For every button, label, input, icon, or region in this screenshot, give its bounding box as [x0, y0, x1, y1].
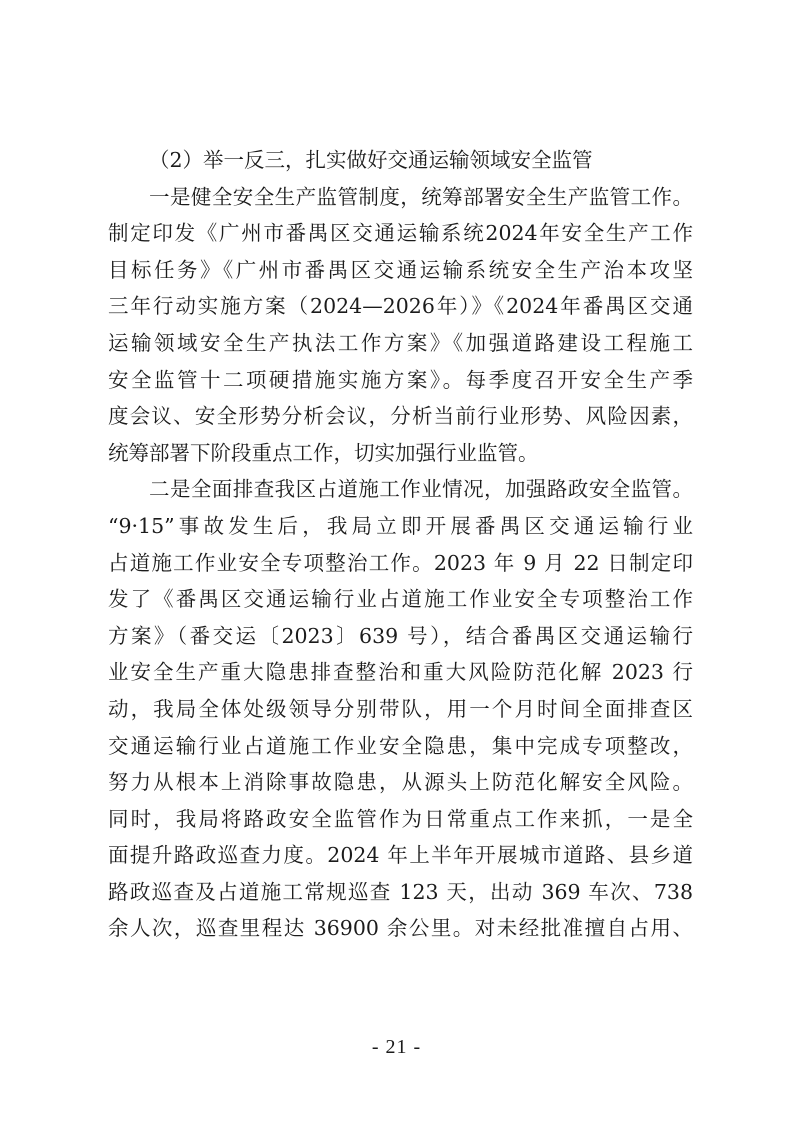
paragraph-1-line: 安全监管十二项硬措施实施方案》。每季度召开安全生产季: [108, 367, 693, 392]
paragraph-2-line: 面提升路政巡查力度。2024 年上半年开展城市道路、县乡道: [108, 843, 693, 868]
paragraph-2-line: 二是全面排查我区占道施工作业情况，加强路政安全监管。: [149, 477, 693, 502]
paragraph-2-line: 努力从根本上消除事故隐患，从源头上防范化解安全风险。: [108, 770, 693, 795]
paragraph-1-line: 制定印发《广州市番禺区交通运输系统2024年安全生产工作: [108, 221, 693, 246]
paragraph-2-line: 方案》（番交运〔2023〕639 号），结合番禺区交通运输行: [108, 623, 693, 648]
paragraph-1-line: 运输领域安全生产执法工作方案》《加强道路建设工程施工: [108, 330, 693, 355]
paragraph-2-line: 动，我局全体处级领导分别带队，用一个月时间全面排查区: [108, 696, 693, 721]
page-number: - 21 -: [371, 1036, 422, 1058]
paragraph-1-line: 三年行动实施方案（2024—2026年）》《2024年番禺区交通: [108, 294, 693, 319]
paragraph-1-line: 度会议、安全形势分析会议，分析当前行业形势、风险因素，: [108, 404, 693, 429]
section-heading: （2）举一反三，扎实做好交通运输领域安全监管: [149, 148, 593, 172]
paragraph-2-line: 交通运输行业占道施工作业安全隐患，集中完成专项整改，: [108, 733, 693, 758]
paragraph-2-line: “9·15”事故发生后，我局立即开展番禺区交通运输行业: [108, 513, 693, 538]
paragraph-2-line: 占道施工作业安全专项整治工作。2023 年 9 月 22 日制定印: [108, 550, 693, 575]
body-text: [108, 142, 693, 947]
paragraph-2-line: 同时，我局将路政安全监管作为日常重点工作来抓，一是全: [108, 806, 693, 831]
paragraph-2-line: 发了《番禺区交通运输行业占道施工作业安全专项整治工作: [108, 587, 693, 612]
paragraph-1-line: 目标任务》《广州市番禺区交通运输系统安全生产治本攻坚: [108, 257, 693, 282]
paragraph-1-line: 统筹部署下阶段重点工作，切实加强行业监管。: [108, 440, 539, 465]
paragraph-2-line: 余人次，巡查里程达 36900 余公里。对未经批准擅自占用、: [108, 916, 693, 941]
paragraph-2-line: 业安全生产重大隐患排查整治和重大风险防范化解 2023 行: [108, 660, 693, 685]
paragraph-1-line: 一是健全安全生产监管制度，统筹部署安全生产监管工作。: [149, 184, 693, 209]
paragraph-2-line: 路政巡查及占道施工常规巡查 123 天，出动 369 车次、738: [108, 879, 693, 904]
